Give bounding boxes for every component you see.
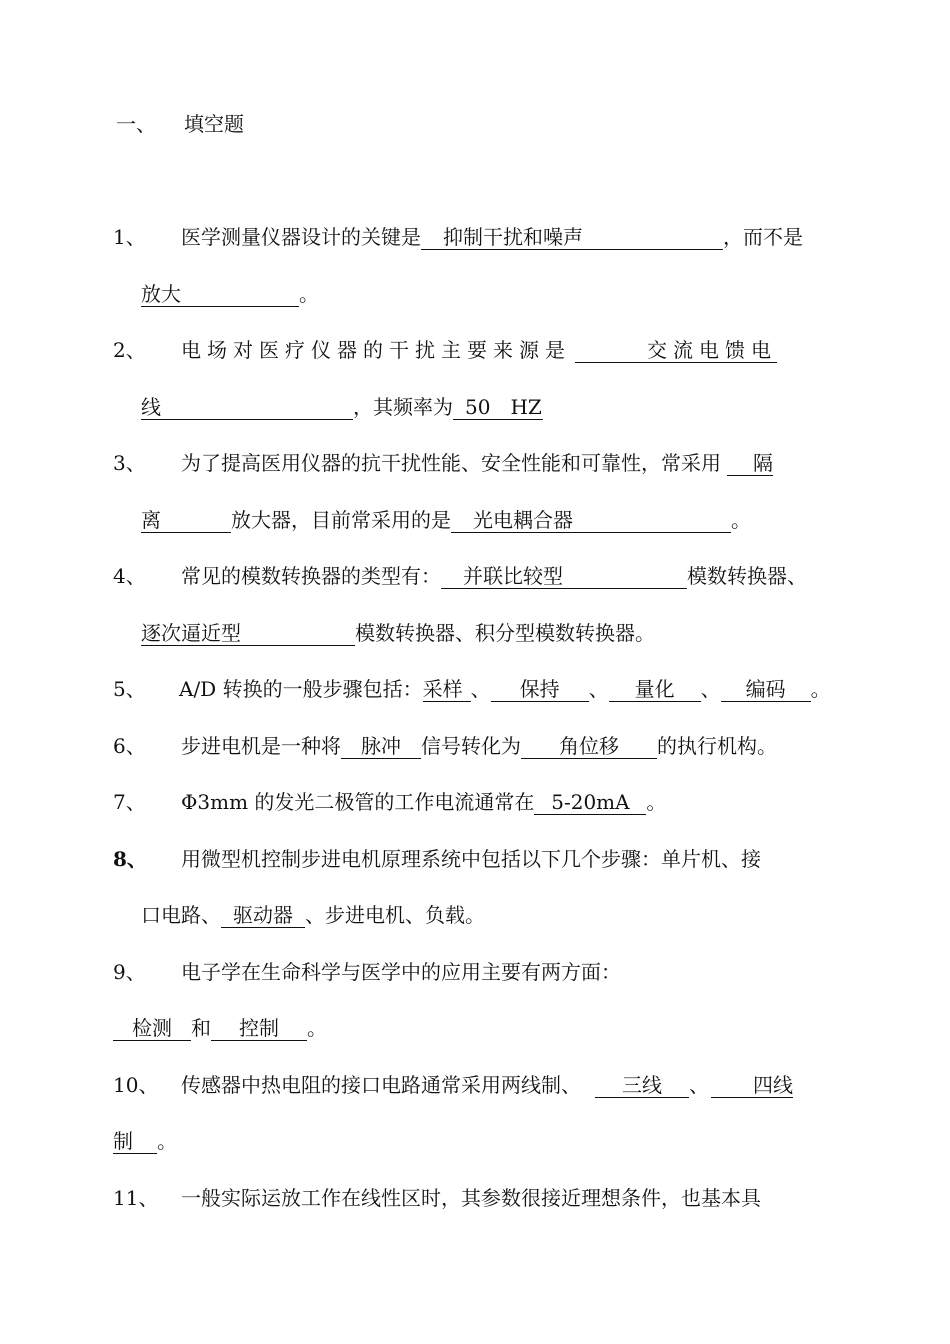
question-8-cont [141, 901, 485, 929]
separator: 、 [700, 677, 721, 701]
answer-blank: 制 [113, 1129, 157, 1154]
answer-blank: 检测 [113, 1016, 191, 1041]
question-text: 信号转化为 [421, 734, 521, 758]
question-number: 2、 [113, 338, 146, 362]
question-10 [113, 1071, 793, 1099]
question-5 [113, 675, 831, 703]
question-3 [113, 449, 773, 477]
section-marker: 一、 [116, 112, 156, 136]
question-text: 模数转换器、积分型模数转换器。 [355, 621, 655, 645]
question-text: 的执行机构。 [657, 734, 777, 758]
question-text: 。 [299, 282, 319, 306]
answer-blank: 保持 [491, 677, 589, 702]
answer-blank: 5-20mA [534, 790, 646, 815]
answer-blank: 量化 [609, 677, 701, 702]
separator: 、 [689, 1073, 709, 1097]
answer-blank: 控制 [211, 1016, 307, 1041]
answer-blank: 隔 [727, 451, 773, 476]
question-11 [113, 1184, 761, 1212]
answer-blank: 编码 [721, 677, 811, 702]
question-text: Φ3mm 的发光二极管的工作电流通常在 [181, 790, 535, 814]
question-number: 7、 [113, 790, 146, 814]
question-2-cont [141, 393, 543, 421]
question-text: 用微型机控制步进电机原理系统中包括以下几个步骤：单片机、接 [181, 847, 761, 871]
question-number: 5、 [113, 677, 146, 701]
answer-blank: 光电耦合器 [451, 508, 731, 533]
question-8 [113, 845, 761, 873]
question-number: 1、 [113, 225, 146, 249]
question-10-cont [113, 1127, 177, 1155]
question-number: 10、 [113, 1073, 159, 1097]
answer-blank: 抑制干扰和噪声 [421, 225, 723, 250]
question-9 [113, 958, 621, 986]
answer-blank: 并联比较型 [441, 564, 687, 589]
question-text: 和 [191, 1016, 211, 1040]
question-text: A/D 转换的一般步骤包括： [179, 677, 423, 701]
section-title: 填空题 [184, 112, 244, 136]
answer-blank: 采样 [423, 677, 471, 702]
question-text: 、步进电机、负载。 [305, 903, 485, 927]
question-text: 。 [157, 1129, 177, 1153]
question-number: 8、 [113, 847, 147, 871]
question-text: 传感器中热电阻的接口电路通常采用两线制、 [181, 1073, 581, 1097]
answer-blank: 角位移 [521, 734, 657, 759]
question-7 [113, 788, 666, 816]
question-2 [113, 336, 777, 364]
question-text: 口电路、 [141, 903, 221, 927]
question-text: 步进电机是一种将 [181, 734, 341, 758]
question-text: 。 [307, 1016, 327, 1040]
answer-blank: 脉冲 [341, 734, 421, 759]
question-text: 电子学在生命科学与医学中的应用主要有两方面： [181, 960, 621, 984]
answer-blank: 三线 [595, 1073, 689, 1098]
question-3-cont [141, 506, 751, 534]
answer-blank: 四线 [711, 1073, 793, 1098]
question-number: 6、 [113, 734, 146, 758]
section-heading [116, 110, 244, 138]
question-9-cont [113, 1014, 327, 1042]
question-4-cont [141, 619, 655, 647]
question-text: 常见的模数转换器的类型有： [181, 564, 441, 588]
question-number: 9、 [113, 960, 146, 984]
question-text: 。 [731, 508, 751, 532]
question-text: 模数转换器、 [687, 564, 807, 588]
question-text: 。 [810, 677, 831, 701]
answer-blank: 50 HZ [453, 395, 543, 420]
question-text: ，而不是 [723, 225, 803, 249]
answer-blank: 驱动器 [221, 903, 305, 928]
question-number: 4、 [113, 564, 146, 588]
question-text: ，其频率为 [353, 395, 453, 419]
question-4 [113, 562, 807, 590]
question-text: 。 [646, 790, 667, 814]
answer-blank: 交流电馈电 [575, 338, 777, 363]
question-text: 电场对医疗仪器的干扰主要来源是 [181, 338, 571, 362]
question-1-cont [141, 280, 319, 308]
question-text: 医学测量仪器设计的关键是 [181, 225, 421, 249]
separator: 、 [588, 677, 609, 701]
question-text: 为了提高医用仪器的抗干扰性能、安全性能和可靠性，常采用 [181, 451, 721, 475]
question-number: 11、 [113, 1186, 159, 1210]
answer-blank: 放大 [141, 282, 299, 307]
question-text: 放大器，目前常采用的是 [231, 508, 451, 532]
answer-blank: 线 [141, 395, 353, 420]
question-6 [113, 732, 777, 760]
question-number: 3、 [113, 451, 146, 475]
answer-blank: 离 [141, 508, 231, 533]
question-1 [113, 223, 803, 251]
answer-blank: 逐次逼近型 [141, 621, 355, 646]
question-text: 一般实际运放工作在线性区时，其参数很接近理想条件，也基本具 [181, 1186, 761, 1210]
separator: 、 [470, 677, 491, 701]
